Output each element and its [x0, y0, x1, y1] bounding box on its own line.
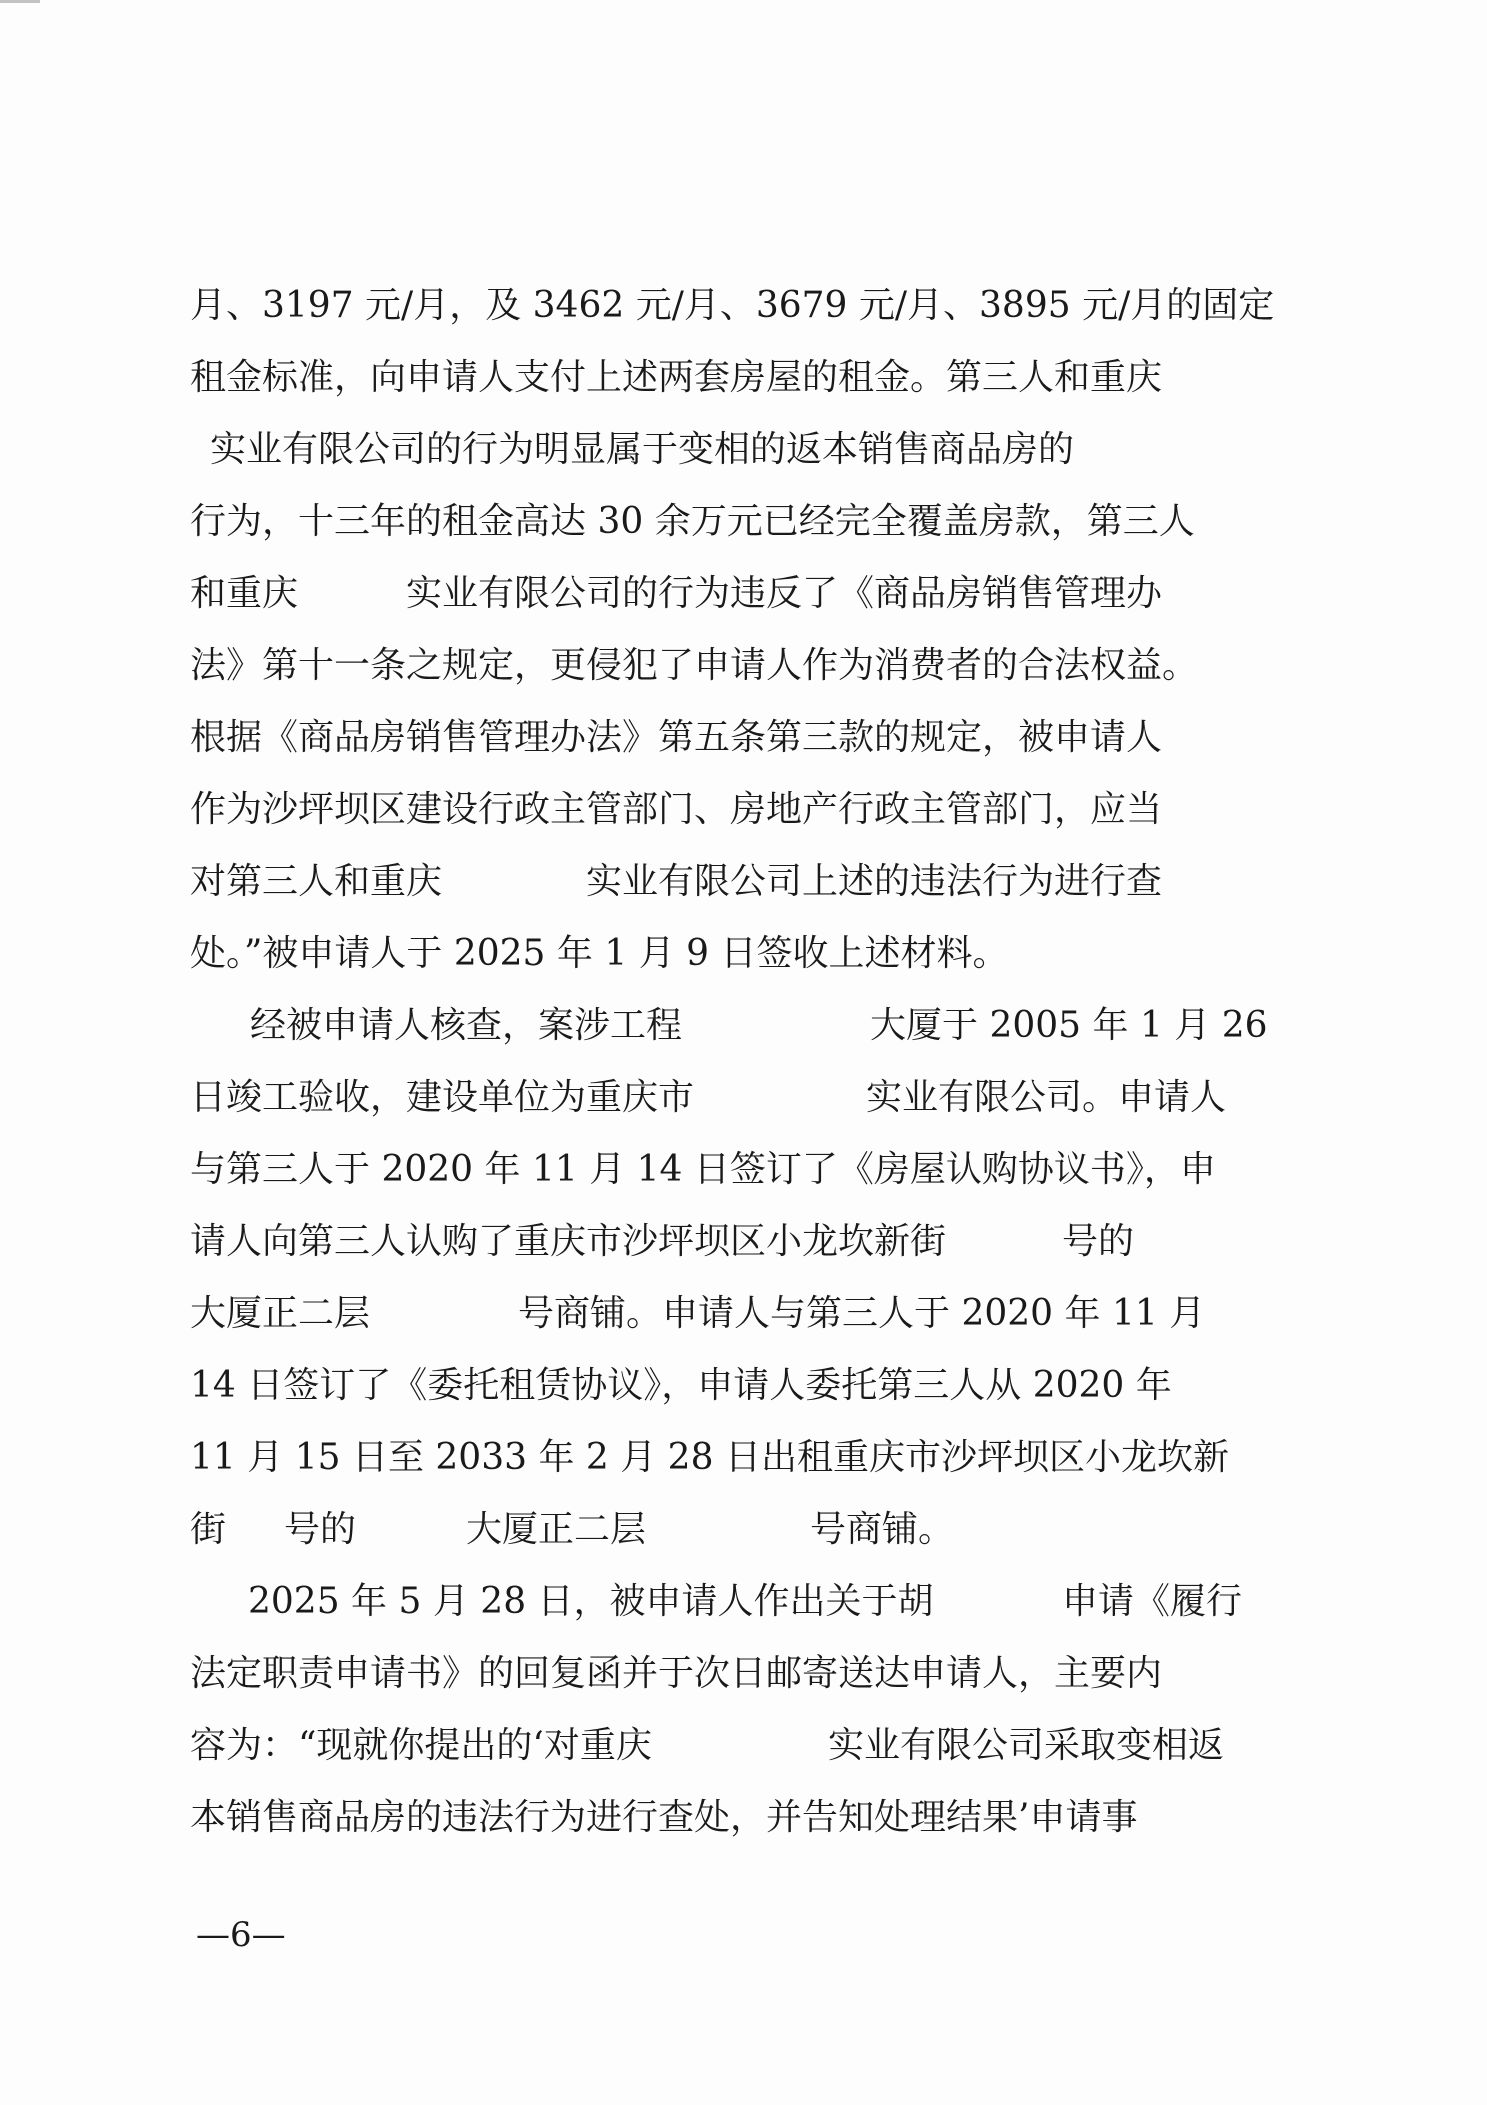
text-line: [190, 1782, 1270, 1854]
text-segment: 申请《履行: [1062, 1581, 1243, 1622]
text-line: [190, 918, 1270, 990]
text-line: [190, 1206, 1270, 1278]
text-line: [190, 1350, 1270, 1422]
document-body: [190, 270, 1275, 1854]
text-segment: 容为：“现就你提出的‘对重庆: [190, 1725, 652, 1766]
text-line: [190, 1638, 1270, 1710]
text-segment: 日竣工验收，建设单位为重庆市: [190, 1077, 695, 1118]
text-segment: 大厦于 2005 年 1 月 26: [870, 1005, 1268, 1046]
text-line: [190, 558, 1270, 630]
text-line: [190, 414, 1270, 486]
text-line: [190, 1566, 1270, 1638]
text-segment: 实业有限公司上述的违法行为进行查: [586, 861, 1163, 902]
text-line: [190, 702, 1270, 774]
text-segment: 号商铺。申请人与第三人于 2020 年 11 月: [518, 1293, 1206, 1334]
text-segment: 实业有限公司的行为明显属于变相的返本销售商品房的: [210, 429, 1075, 470]
text-line: [190, 846, 1270, 918]
text-segment: 对第三人和重庆: [190, 861, 443, 902]
text-line: [190, 1134, 1270, 1206]
text-segment: 法》第十一条之规定，更侵犯了申请人作为消费者的合法权益。: [190, 645, 1199, 686]
text-segment: 街: [190, 1509, 227, 1550]
text-segment: 根据《商品房销售管理办法》第五条第三款的规定，被申请人: [190, 717, 1163, 758]
text-segment: 与第三人于 2020 年 11 月 14 日签订了《房屋认购协议书》，申: [190, 1149, 1216, 1190]
text-segment: 作为沙坪坝区建设行政主管部门、房地产行政主管部门，应当: [190, 789, 1163, 830]
text-line: [190, 1422, 1270, 1494]
text-segment: 14 日签订了《委托租赁协议》，申请人委托第三人从 2020 年: [190, 1365, 1172, 1406]
text-line: [190, 1062, 1270, 1134]
text-segment: 号的: [1062, 1221, 1135, 1262]
text-segment: 2025 年 5 月 28 日，被申请人作出关于胡: [248, 1581, 934, 1622]
text-segment: 大厦正二层: [190, 1293, 371, 1334]
text-line: [190, 270, 1275, 342]
text-line: [190, 990, 1270, 1062]
text-segment: 经被申请人核查，案涉工程: [250, 1005, 683, 1046]
text-line: [190, 1278, 1270, 1350]
text-segment: 月、3197 元/月，及 3462 元/月、3679 元/月、3895 元/月的固定: [190, 285, 1275, 326]
text-segment: 本销售商品房的违法行为进行查处，并告知处理结果’申请事: [190, 1797, 1138, 1838]
text-line: [190, 1710, 1270, 1782]
text-segment: 号的: [284, 1509, 357, 1550]
page-number: —6—: [196, 1915, 286, 1955]
text-line: [190, 630, 1270, 702]
text-line: [190, 486, 1270, 558]
text-segment: 处。”被申请人于 2025 年 1 月 9 日签收上述材料。: [190, 933, 1009, 974]
text-segment: 请人向第三人认购了重庆市沙坪坝区小龙坎新街: [190, 1221, 947, 1262]
text-segment: 法定职责申请书》的回复函并于次日邮寄送达申请人，主要内: [190, 1653, 1163, 1694]
text-segment: 11 月 15 日至 2033 年 2 月 28 日出租重庆市沙坪坝区小龙坎新: [190, 1437, 1229, 1478]
text-segment: 行为，十三年的租金高达 30 余万元已经完全覆盖房款，第三人: [190, 501, 1195, 542]
text-segment: 大厦正二层: [466, 1509, 647, 1550]
scan-edge-mark: [0, 0, 40, 3]
text-line: [190, 342, 1270, 414]
text-line: [190, 774, 1270, 846]
text-segment: 实业有限公司采取变相返: [828, 1725, 1225, 1766]
text-segment: 和重庆: [190, 573, 299, 614]
text-segment: 实业有限公司的行为违反了《商品房销售管理办: [406, 573, 1163, 614]
text-segment: 实业有限公司。申请人: [866, 1077, 1227, 1118]
text-segment: 租金标准，向申请人支付上述两套房屋的租金。第三人和重庆: [190, 357, 1163, 398]
text-line: [190, 1494, 1270, 1566]
text-segment: 号商铺。: [810, 1509, 955, 1550]
